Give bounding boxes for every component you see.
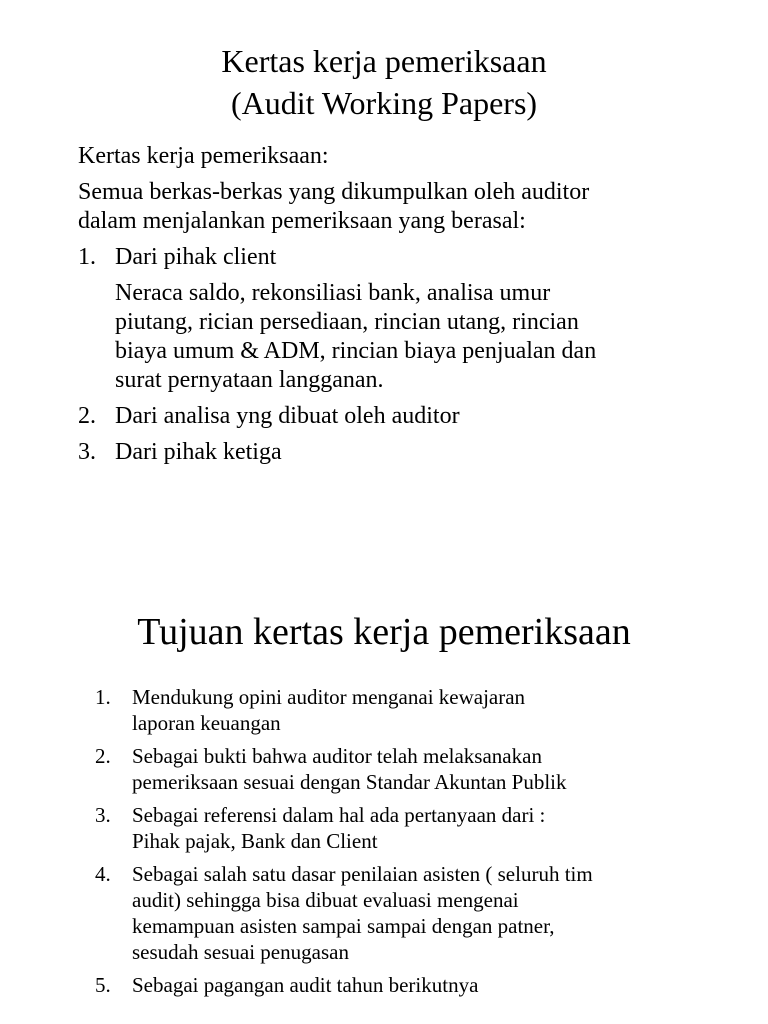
detail-line: biaya umum & ADM, rincian biaya penjualan dan <box>115 338 597 364</box>
list-line: sesudah sesuai penugasan <box>132 940 349 964</box>
title-line: (Audit Working Papers) <box>230 85 538 121</box>
list-item <box>78 438 718 467</box>
slide-tujuan-kertas-kerja <box>0 512 768 1024</box>
list-item-text: Dari pihak client <box>115 244 277 270</box>
description-text <box>78 178 718 236</box>
list-number: 2. <box>95 744 111 768</box>
list-line: pemeriksaan sesuai dengan Standar Akuntan Publik <box>132 770 567 794</box>
list-number: 1. <box>95 685 111 709</box>
purpose-list <box>95 684 695 1005</box>
list-item <box>95 861 695 965</box>
list-line: Sebagai salah satu dasar penilaian asisten ( seluruh tim <box>132 862 593 886</box>
slide-title: Tujuan kertas kerja pemeriksaan <box>137 611 631 653</box>
list-number: 2. <box>78 403 96 429</box>
description-line: dalam menjalankan pemeriksaan yang berasal: <box>78 208 526 234</box>
intro-text: Kertas kerja pemeriksaan: <box>78 143 329 169</box>
title-line: Kertas kerja pemeriksaan <box>221 43 547 79</box>
description-line: Semua berkas-berkas yang dikumpulkan oleh auditor <box>78 179 590 205</box>
list-line: Sebagai referensi dalam hal ada pertanyaan dari : <box>132 803 546 827</box>
list-line: Pihak pajak, Bank dan Client <box>132 829 378 853</box>
list-item <box>95 684 695 736</box>
source-list <box>78 243 718 467</box>
list-number: 1. <box>78 244 96 270</box>
list-line: audit) sehingga bisa dibuat evaluasi mengenai <box>132 888 519 912</box>
detail-line: Neraca saldo, rekonsiliasi bank, analisa umur <box>115 280 551 306</box>
list-item-detail <box>115 279 718 395</box>
list-item <box>95 802 695 854</box>
list-line: kemampuan asisten sampai sampai dengan patner, <box>132 914 555 938</box>
list-line: Sebagai pagangan audit tahun berikutnya <box>132 973 479 997</box>
list-number: 3. <box>95 803 111 827</box>
list-line: Mendukung opini auditor menganai kewajaran <box>132 685 526 709</box>
slide-body <box>78 142 718 474</box>
list-number: 3. <box>78 439 96 465</box>
list-item-text: Dari analisa yng dibuat oleh auditor <box>115 403 460 429</box>
list-number: 5. <box>95 973 111 997</box>
list-item <box>95 972 695 998</box>
list-item-text: Dari pihak ketiga <box>115 439 282 465</box>
slide-title <box>0 40 768 124</box>
list-line: laporan keuangan <box>132 711 281 735</box>
detail-line: piutang, rician persediaan, rincian utang, rincian <box>115 309 579 335</box>
list-item <box>78 243 718 395</box>
detail-line: surat pernyataan langganan. <box>115 367 384 393</box>
list-item <box>78 402 718 431</box>
list-line: Sebagai bukti bahwa auditor telah melaksanakan <box>132 744 542 768</box>
list-number: 4. <box>95 862 111 886</box>
list-item <box>95 743 695 795</box>
